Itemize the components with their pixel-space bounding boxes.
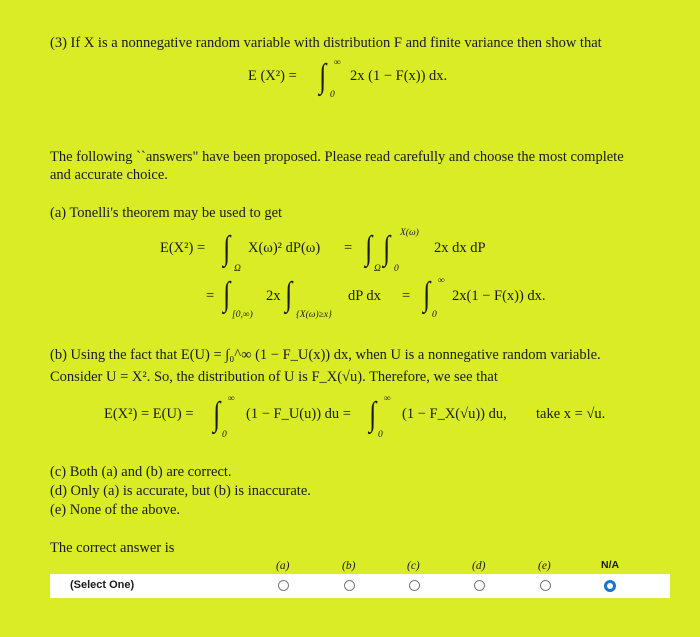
integral-upper: ∞ <box>334 58 341 68</box>
eqb-take: take x = √u. <box>536 406 606 422</box>
eqb-sup-2: ∞ <box>384 394 391 404</box>
eq1-sup-3: X(ω) <box>400 228 419 238</box>
eq1-integral-3: ∫ <box>383 230 391 267</box>
integral-lower: 0 <box>330 90 335 100</box>
eqb-integral-2: ∫ <box>369 396 377 433</box>
header-e: (e) <box>538 560 551 572</box>
header-d: (d) <box>472 560 486 572</box>
eq1-sub-2: Ω <box>374 264 381 274</box>
eq1-part-1: X(ω)² dP(ω) <box>248 240 321 256</box>
eq2-integral-1: ∫ <box>223 276 231 313</box>
eq1-sub-3: 0 <box>394 264 399 274</box>
radio-b[interactable] <box>344 580 355 591</box>
choice-e: (e) None of the above. <box>50 502 181 518</box>
header-na: N/A <box>601 559 620 571</box>
radio-d[interactable] <box>474 580 485 591</box>
eqb-sub-2: 0 <box>378 430 383 440</box>
header-b: (b) <box>342 560 356 572</box>
eq2-sub-2: {X(ω)≥x} <box>296 310 332 320</box>
option-a-equations <box>160 226 580 322</box>
eq2-eq-2: = <box>402 288 411 304</box>
eq1-sub-1: Ω <box>234 264 241 274</box>
answer-row <box>50 574 670 598</box>
radio-e[interactable] <box>540 580 551 591</box>
option-a-text: (a) Tonelli's theorem may be used to get <box>50 205 283 221</box>
radio-a[interactable] <box>278 580 289 591</box>
problem-statement: (3) If X is a nonnegative random variable with distribution F and finite variance then show that <box>50 35 602 51</box>
choice-c: (c) Both (a) and (b) are correct. <box>50 464 232 480</box>
answer-prompt: The correct answer is <box>50 540 175 556</box>
eq1-eq: = <box>344 240 353 256</box>
eq2-sup: ∞ <box>438 276 445 286</box>
radio-na[interactable] <box>604 580 616 592</box>
eq1-lhs: E(X²) = <box>160 240 206 256</box>
main-formula-lhs: E (X²) = <box>248 68 297 84</box>
radio-c[interactable] <box>409 580 420 591</box>
choice-d: (d) Only (a) is accurate, but (b) is inaccurate. <box>50 483 311 499</box>
eq1-integral-1: ∫ <box>223 230 231 267</box>
eq1-integral-2: ∫ <box>365 230 373 267</box>
eq1-part-2: 2x dx dP <box>434 240 486 256</box>
integral-sign: ∫ <box>319 58 327 95</box>
header-c: (c) <box>407 560 420 572</box>
main-formula <box>248 60 508 106</box>
eqb-mid: (1 − F_U(u)) du = <box>246 406 351 422</box>
eqb-sup-1: ∞ <box>228 394 235 404</box>
eq2-dpdx: dP dx <box>348 288 381 304</box>
option-b-line-2: Consider U = X². So, the distribution of U is F_X(√u). Therefore, we see that <box>50 369 498 385</box>
eq2-sub-1: [0,∞) <box>232 310 253 320</box>
eq2-2x: 2x <box>266 288 281 304</box>
eqb-integral-1: ∫ <box>213 396 221 433</box>
eq2-rhs: 2x(1 − F(x)) dx. <box>452 288 546 304</box>
eq2-eq: = <box>206 288 215 304</box>
option-b-equation <box>104 392 644 440</box>
eq2-integral-2: ∫ <box>285 276 293 313</box>
header-a: (a) <box>276 560 290 572</box>
eqb-sub-1: 0 <box>222 430 227 440</box>
intro-line-2: and accurate choice. <box>50 167 168 183</box>
eqb-lhs: E(X²) = E(U) = <box>104 406 194 422</box>
select-one-label: (Select One) <box>70 579 135 591</box>
eq2-integral-3: ∫ <box>423 276 431 313</box>
intro-line-1: The following ``answers" have been proposed. Please read carefully and choose the most complete <box>50 149 624 165</box>
eq2-sub-3: 0 <box>432 310 437 320</box>
main-formula-rhs: 2x (1 − F(x)) dx. <box>350 68 448 84</box>
option-b-line-1: (b) Using the fact that E(U) = ∫₀^∞ (1 − F_U(x)) dx, when U is a nonnegative random variable. <box>50 347 601 363</box>
eqb-rhs: (1 − F_X(√u)) du, <box>402 406 507 422</box>
